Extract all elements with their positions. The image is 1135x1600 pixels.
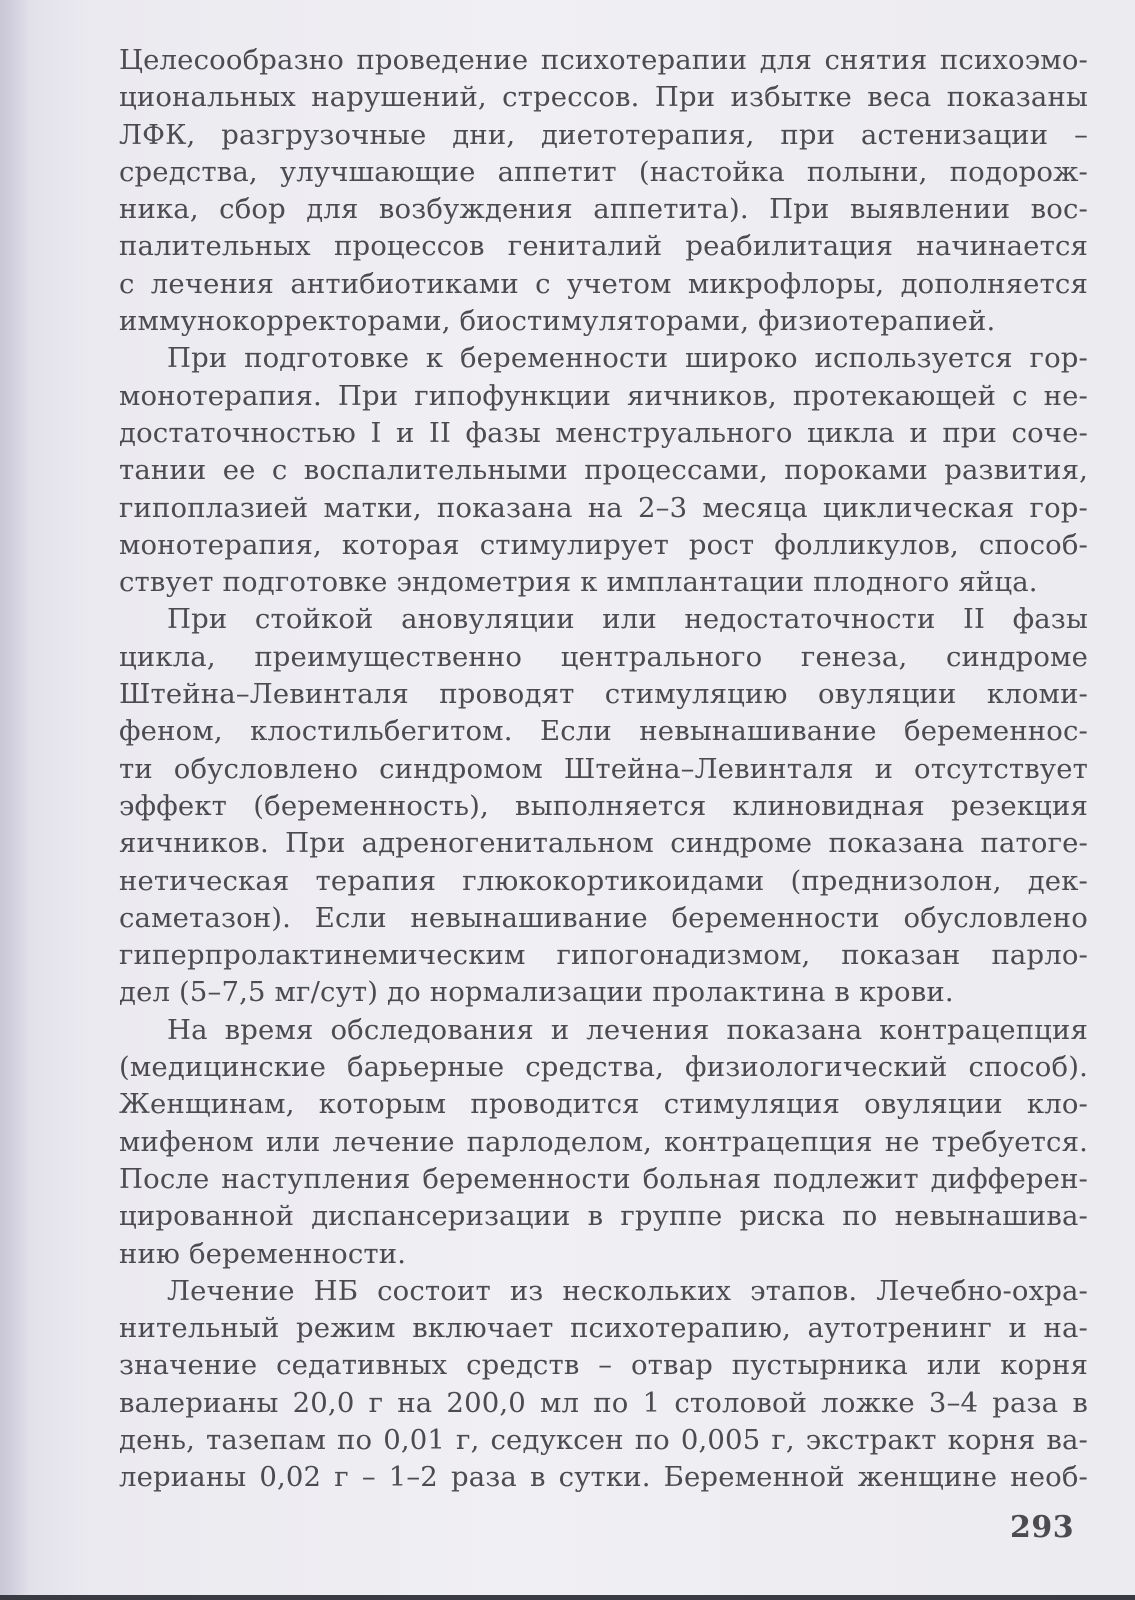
text-line: тании ее с воспалительными процессами, пороками развития, [119, 454, 1088, 487]
text-line: При стойкой ановуляции или недостаточности II фазы [167, 603, 1088, 636]
paragraph [119, 1273, 1088, 1497]
text-line: На время обследования и лечения показана контрацепция [167, 1013, 1088, 1046]
text-line: монотерапия, которая стимулирует рост фолликулов, способ- [119, 528, 1088, 561]
text-line: ЛФК, разгрузочные дни, диетотерапия, при астенизации – [119, 118, 1088, 151]
text-line: средства, улучшающие аппетит (настойка полыни, подорож- [119, 155, 1088, 188]
paragraph [119, 340, 1088, 601]
text-line: палительных процессов гениталий реабилитация начинается [119, 230, 1088, 263]
text-line: гипоплазией матки, показана на 2–3 месяца циклическая гор- [119, 491, 1088, 524]
binding-shadow [0, 0, 30, 1600]
text-line: дел (5–7,5 мг/сут) до нормализации пролактина в крови. [119, 976, 954, 1009]
text-line: эффект (беременность), выполняется клиновидная резекция [119, 789, 1088, 822]
text-line: ника, сбор для возбуждения аппетита). При выявлении вос- [119, 193, 1088, 226]
page-bottom-edge [0, 1595, 1135, 1600]
text-line: яичников. При адреногенитальном синдроме показана патоге- [119, 827, 1088, 860]
text-line: циональных нарушений, стрессов. При избытке веса показаны [119, 81, 1088, 114]
text-line: При подготовке к беременности широко используется гор- [167, 342, 1088, 375]
text-line: валерианы 20,0 г на 200,0 мл по 1 столовой ложке 3–4 раза в [119, 1386, 1088, 1419]
paragraph [119, 601, 1088, 1011]
text-line: достаточностью I и II фазы менструального цикла и при соче- [119, 416, 1088, 449]
page-text [119, 42, 1088, 1497]
text-line: значение седативных средств – отвар пустырника или корня [119, 1349, 1088, 1382]
paragraph [119, 1012, 1088, 1273]
text-line: мифеном или лечение парлоделом, контрацепция не требуется. [119, 1125, 1088, 1158]
text-line: цированной диспансеризации в группе риска по невынашива- [119, 1200, 1088, 1233]
text-line: ти обусловлено синдромом Штейна–Левинталя и отсутствует [119, 752, 1088, 785]
text-line: гиперпролактинемическим гипогонадизмом, показан парло- [119, 939, 1088, 972]
text-line: нетическая терапия глюкокортикоидами (преднизолон, дек- [119, 864, 1088, 897]
text-line: Целесообразно проведение психотерапии для снятия психоэмо- [119, 44, 1088, 76]
text-line: иммунокорректорами, биостимуляторами, физиотерапией. [119, 305, 996, 338]
text-line: день, тазепам по 0,01 г, седуксен по 0,005 г, экстракт корня ва- [119, 1423, 1088, 1456]
text-line: с лечения антибиотиками с учетом микрофлоры, дополняется [119, 267, 1088, 300]
text-line: Штейна–Левинталя проводят стимуляцию овуляции кломи- [119, 678, 1088, 711]
text-line: ствует подготовке эндометрия к имплантации плодного яйца. [119, 566, 1038, 599]
text-line: монотерапия. При гипофункции яичников, протекающей с не- [119, 379, 1088, 412]
text-line: нию беременности. [119, 1237, 407, 1270]
text-line: лерианы 0,02 г – 1–2 раза в сутки. Беременной женщине необ- [119, 1461, 1088, 1494]
text-line: саметазон). Если невынашивание беременности обусловлено [119, 901, 1088, 934]
paragraph [119, 42, 1088, 340]
text-line: нительный режим включает психотерапию, аутотренинг и на- [119, 1312, 1088, 1345]
page-number: 293 [1010, 1510, 1075, 1545]
text-line: Лечение НБ состоит из нескольких этапов. Лечебно-охра- [167, 1274, 1088, 1307]
text-line: После наступления беременности больная подлежит дифферен- [119, 1162, 1088, 1195]
text-line: (медицинские барьерные средства, физиологический способ). [119, 1051, 1088, 1084]
text-line: цикла, преимущественно центрального генеза, синдроме [119, 640, 1088, 673]
text-line: феном, клостильбегитом. Если невынашивание беременнос- [119, 715, 1088, 748]
text-line: Женщинам, которым проводится стимуляция овуляции кло- [119, 1088, 1088, 1121]
